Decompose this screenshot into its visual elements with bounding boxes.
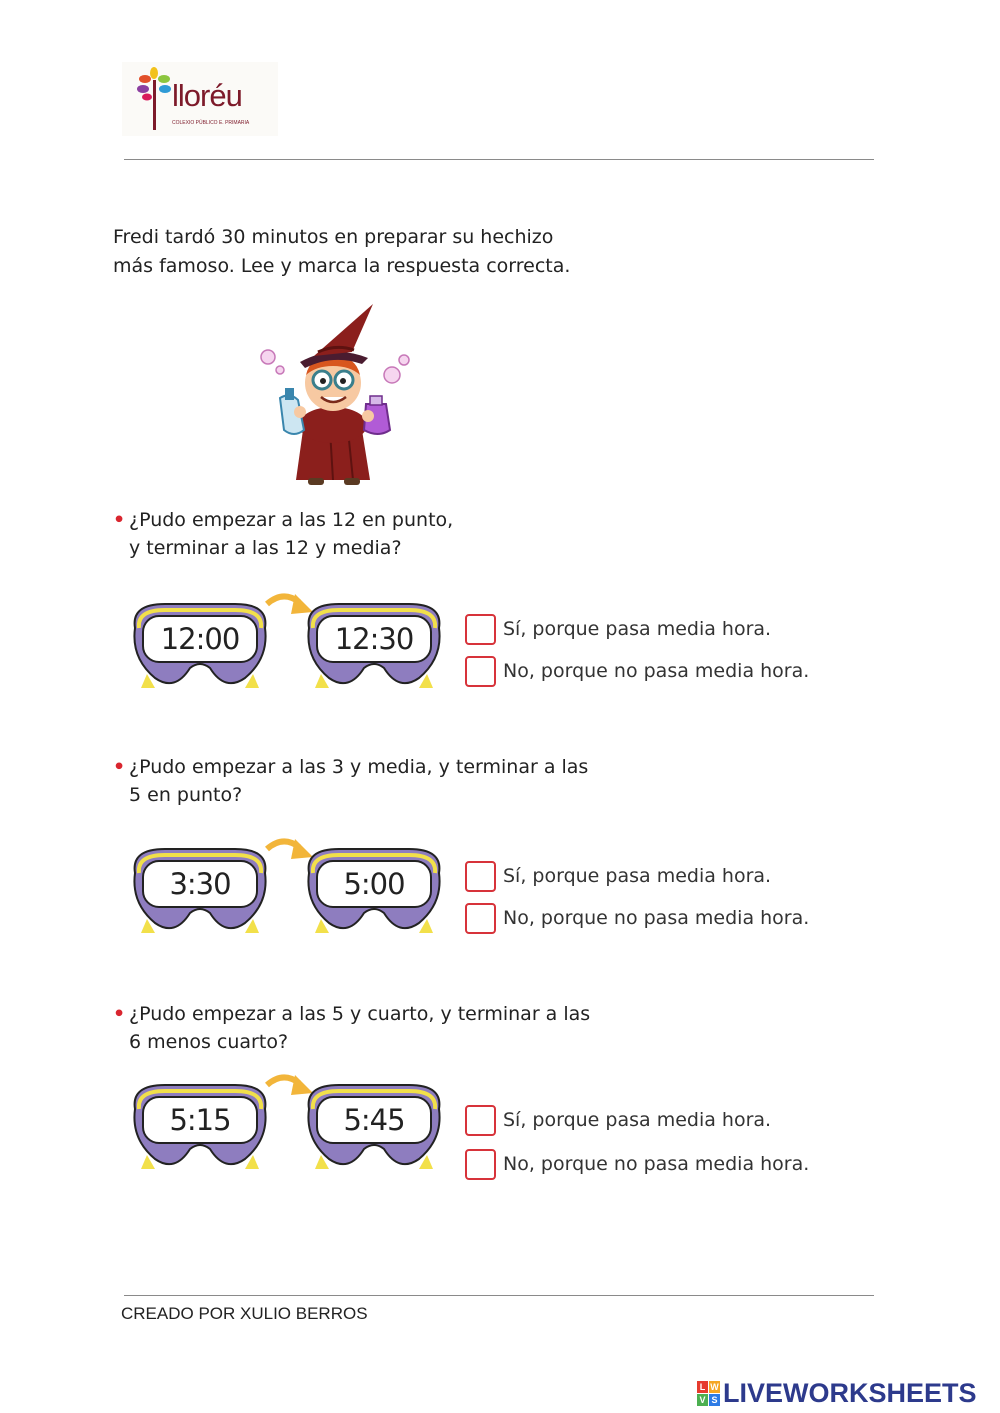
- start-clock: [125, 843, 275, 943]
- start-clock: [125, 598, 275, 698]
- answer-checkbox[interactable]: [465, 656, 496, 687]
- end-time-display: 12:30: [334, 622, 414, 656]
- badge-letter: W: [710, 1382, 719, 1392]
- option-label: Sí, porque pasa media hora.: [503, 865, 772, 887]
- answer-checkbox[interactable]: [465, 1149, 496, 1180]
- option-label: Sí, porque pasa media hora.: [503, 618, 772, 640]
- option-label: No, porque no pasa media hora.: [503, 907, 810, 929]
- end-time-display: 5:45: [343, 1103, 405, 1137]
- question-1: [113, 506, 673, 562]
- option-label: No, porque no pasa media hora.: [503, 660, 810, 682]
- end-clock: [299, 1079, 449, 1179]
- question-2-line-2: 5 en punto?: [129, 784, 243, 806]
- wizard-illustration: [258, 300, 418, 488]
- bullet: •: [113, 1003, 126, 1025]
- liveworksheets-wordmark: LIVEWORKSHEETS: [723, 1378, 977, 1408]
- question-2-clocks: [125, 843, 455, 943]
- answer-checkbox[interactable]: [465, 861, 496, 892]
- question-3-option-no[interactable]: [465, 1148, 809, 1180]
- logo-subtitle: COLEXIO PÚBLICO E. PRIMARIA: [172, 120, 250, 126]
- author-credit: CREADO POR XULIO BERROS: [121, 1304, 368, 1323]
- question-1-option-yes[interactable]: [465, 613, 771, 645]
- start-time-display: 5:15: [169, 1103, 231, 1137]
- school-logo: [122, 62, 278, 136]
- question-2-line-1: ¿Pudo empezar a las 3 y media, y terminar a las: [129, 756, 589, 778]
- logo-wordmark: lloréu: [172, 78, 242, 113]
- option-label: No, porque no pasa media hora.: [503, 1153, 810, 1175]
- end-clock: [299, 843, 449, 943]
- instructions-line-1: Fredi tardó 30 minutos en preparar su hechizo: [113, 226, 554, 248]
- question-2: [113, 753, 673, 809]
- badge-letter: V: [697, 1394, 708, 1406]
- option-label: Sí, porque pasa media hora.: [503, 1109, 772, 1131]
- question-3-line-2: 6 menos cuarto?: [129, 1031, 289, 1053]
- end-clock: [299, 598, 449, 698]
- question-1-line-2: y terminar a las 12 y media?: [129, 537, 402, 559]
- question-3-line-1: ¿Pudo empezar a las 5 y cuarto, y terminar a las: [129, 1003, 591, 1025]
- badge-letter: S: [709, 1394, 720, 1406]
- end-time-display: 5:00: [343, 867, 405, 901]
- start-clock: [125, 1079, 275, 1179]
- answer-checkbox[interactable]: [465, 614, 496, 645]
- question-2-option-no[interactable]: [465, 902, 809, 934]
- answer-checkbox[interactable]: [465, 1105, 496, 1136]
- question-3-clocks: [125, 1079, 455, 1179]
- question-3: [113, 1000, 673, 1056]
- instructions-line-2: más famoso. Lee y marca la respuesta correcta.: [113, 255, 571, 277]
- instructions: [113, 223, 633, 281]
- bullet: •: [113, 756, 126, 778]
- badge-letter: L: [697, 1381, 708, 1393]
- question-1-clocks: [125, 598, 455, 698]
- question-1-option-no[interactable]: [465, 655, 809, 687]
- answer-checkbox[interactable]: [465, 903, 496, 934]
- header-divider: [124, 159, 874, 160]
- question-3-option-yes[interactable]: [465, 1104, 771, 1136]
- start-time-display: 12:00: [160, 622, 240, 656]
- liveworksheets-watermark: [697, 1378, 977, 1409]
- bullet: •: [113, 509, 126, 531]
- flower-icon: [134, 66, 174, 132]
- question-1-line-1: ¿Pudo empezar a las 12 en punto,: [129, 509, 454, 531]
- start-time-display: 3:30: [169, 867, 231, 901]
- question-2-option-yes[interactable]: [465, 860, 771, 892]
- footer-divider: [124, 1295, 874, 1296]
- liveworksheets-logo-icon: [697, 1381, 720, 1406]
